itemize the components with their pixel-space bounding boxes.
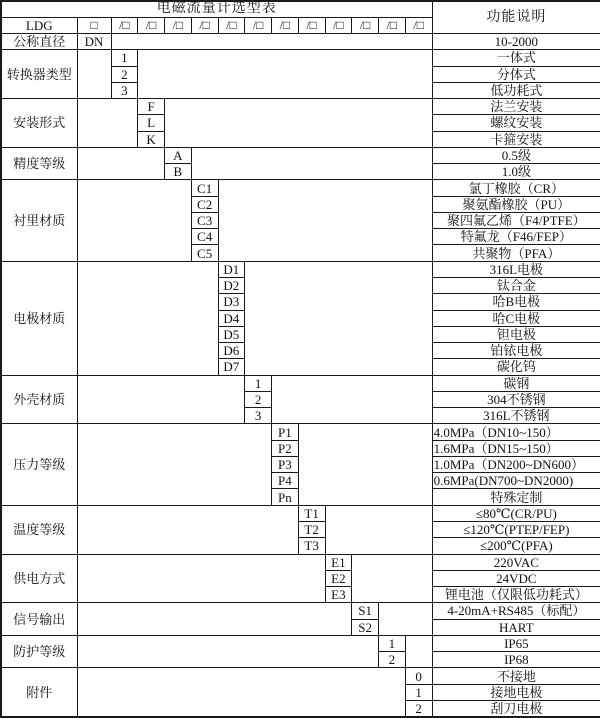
model-slot-checkbox-cell: /□ — [218, 17, 245, 33]
right-filler — [405, 635, 432, 668]
right-filler — [272, 375, 433, 424]
function-description-cell: 接地电极 — [432, 684, 600, 700]
category-label: 压力等级 — [1, 424, 77, 505]
model-slot-checkbox-cell: /□ — [165, 17, 192, 33]
function-description-cell: 共聚物（PFA） — [432, 245, 600, 261]
model-slot-checkbox-cell: /□ — [405, 17, 432, 33]
function-description-cell: 钽电极 — [432, 326, 600, 342]
function-description-cell: 4.0MPa（DN10~150） — [432, 424, 600, 440]
function-description-cell: 碳钢 — [432, 375, 600, 391]
option-code-cell: 1 — [405, 684, 432, 700]
option-code-cell: A — [165, 147, 192, 163]
function-column-header: 功能说明 — [432, 1, 600, 34]
option-code-cell: D5 — [218, 326, 245, 342]
function-description-cell: 220VAC — [432, 554, 600, 570]
option-row — [1, 180, 600, 196]
option-code-cell: Pn — [272, 489, 299, 505]
function-description-cell: HART — [432, 619, 600, 635]
category-label: 精度等级 — [1, 147, 77, 180]
function-description-cell: 24VDC — [432, 570, 600, 586]
left-filler — [77, 375, 245, 424]
option-code-cell: C5 — [191, 245, 218, 261]
option-code-cell: C1 — [191, 180, 218, 196]
category-label: 供电方式 — [1, 554, 77, 603]
left-filler — [77, 635, 379, 668]
option-row — [1, 34, 600, 50]
function-description-cell: ≤120℃(PTEP/FEP) — [432, 522, 600, 538]
function-description-cell: 卡箍安装 — [432, 131, 600, 147]
category-label: 安装形式 — [1, 99, 77, 148]
option-row — [1, 554, 600, 570]
model-prefix-label: LDG — [1, 17, 77, 33]
option-code-cell: DN — [77, 34, 111, 50]
left-filler — [77, 424, 272, 505]
model-slot-checkbox-cell: /□ — [138, 17, 165, 33]
left-filler — [77, 554, 325, 603]
model-checkbox-cell: □ — [77, 17, 111, 33]
function-description-cell: 铂铱电极 — [432, 343, 600, 359]
left-filler — [77, 603, 352, 636]
function-description-cell: 哈C电极 — [432, 310, 600, 326]
category-label: 温度等级 — [1, 505, 77, 554]
function-description-cell: 聚四氟乙烯（F4/PTFE） — [432, 212, 600, 228]
model-slot-checkbox-cell: /□ — [352, 17, 379, 33]
option-row — [1, 635, 600, 651]
option-code-cell: P3 — [272, 456, 299, 472]
right-filler — [325, 505, 432, 554]
function-description-cell: 304不锈钢 — [432, 391, 600, 407]
category-label: 信号输出 — [1, 603, 77, 636]
option-code-cell: P2 — [272, 440, 299, 456]
option-code-cell: D1 — [218, 261, 245, 277]
function-description-cell: 低功耗式 — [432, 82, 600, 98]
function-description-cell: 碳化钨 — [432, 359, 600, 375]
option-row — [1, 99, 600, 115]
model-slot-checkbox-cell: /□ — [325, 17, 352, 33]
function-description-cell: IP65 — [432, 635, 600, 651]
function-description-cell: ≤80℃(CR/PU) — [432, 505, 600, 521]
option-code-cell: D2 — [218, 278, 245, 294]
option-code-cell: 1 — [379, 635, 406, 651]
function-description-cell: 聚氨酯橡胶（PU） — [432, 196, 600, 212]
function-description-cell: 316L电极 — [432, 261, 600, 277]
option-code-cell: T2 — [298, 522, 325, 538]
page-title: 电磁流量计选型表 — [1, 1, 432, 17]
option-row — [1, 50, 600, 66]
option-code-cell: D7 — [218, 359, 245, 375]
option-code-cell: L — [138, 115, 165, 131]
option-code-cell: D3 — [218, 294, 245, 310]
option-code-cell: 0 — [405, 668, 432, 684]
option-code-cell: E3 — [325, 587, 352, 603]
function-description-cell: 分体式 — [432, 66, 600, 82]
option-code-cell: E2 — [325, 570, 352, 586]
option-code-cell: T1 — [298, 505, 325, 521]
option-code-cell: S1 — [352, 603, 379, 619]
title-row — [1, 1, 600, 17]
function-description-cell: 法兰安装 — [432, 99, 600, 115]
option-code-cell: F — [138, 99, 165, 115]
option-code-cell: 3 — [111, 82, 138, 98]
function-description-cell: 4-20mA+RS485（标配） — [432, 603, 600, 619]
right-filler — [218, 180, 432, 261]
option-row — [1, 668, 600, 684]
left-filler — [77, 147, 165, 180]
option-code-cell: D4 — [218, 310, 245, 326]
option-row — [1, 261, 600, 277]
option-code-cell: C3 — [191, 212, 218, 228]
option-code-cell: 2 — [379, 652, 406, 668]
category-label: 电极材质 — [1, 261, 77, 375]
right-filler — [245, 261, 432, 375]
category-label: 附件 — [1, 668, 77, 717]
category-label: 转换器类型 — [1, 50, 77, 99]
option-row — [1, 603, 600, 619]
option-code-cell: P4 — [272, 473, 299, 489]
function-description-cell: 10-2000 — [432, 34, 600, 50]
function-description-cell: ≤200℃(PFA) — [432, 538, 600, 554]
option-code-cell: E1 — [325, 554, 352, 570]
right-filler — [298, 424, 432, 505]
right-filler — [379, 603, 433, 636]
left-filler — [77, 261, 218, 375]
option-code-cell: S2 — [352, 619, 379, 635]
right-filler — [138, 50, 432, 99]
model-slot-checkbox-cell: /□ — [298, 17, 325, 33]
function-description-cell: 一体式 — [432, 50, 600, 66]
model-slot-checkbox-cell: /□ — [191, 17, 218, 33]
option-code-cell: 1 — [111, 50, 138, 66]
function-description-cell: 不接地 — [432, 668, 600, 684]
category-label: 外壳材质 — [1, 375, 77, 424]
option-row — [1, 505, 600, 521]
right-filler — [165, 99, 433, 148]
function-description-cell: 特殊定制 — [432, 489, 600, 505]
function-description-cell: 螺纹安装 — [432, 115, 600, 131]
option-code-cell: D6 — [218, 343, 245, 359]
option-row — [1, 375, 600, 391]
left-filler — [77, 668, 405, 717]
model-slot-checkbox-cell: /□ — [245, 17, 272, 33]
function-description-cell: 刮刀电极 — [432, 700, 600, 716]
function-description-cell: 钛合金 — [432, 278, 600, 294]
option-code-cell: C4 — [191, 229, 218, 245]
function-description-cell: 1.0MPa（DN200~DN600） — [432, 456, 600, 472]
function-description-cell: 锂电池（仅限低功耗式） — [432, 587, 600, 603]
model-slot-checkbox-cell: /□ — [379, 17, 406, 33]
option-code-cell: 2 — [405, 700, 432, 716]
option-row — [1, 147, 600, 163]
option-code-cell: P1 — [272, 424, 299, 440]
left-filler — [77, 180, 191, 261]
category-label: 公称直径 — [1, 34, 77, 50]
category-label: 衬里材质 — [1, 180, 77, 261]
category-label: 防护等级 — [1, 635, 77, 668]
option-code-cell: 3 — [245, 408, 272, 424]
function-description-cell: 0.5级 — [432, 147, 600, 163]
function-description-cell: 1.6MPa（DN15~150） — [432, 440, 600, 456]
function-description-cell: 氯丁橡胶（CR） — [432, 180, 600, 196]
option-code-cell: 2 — [111, 66, 138, 82]
function-description-cell: IP68 — [432, 652, 600, 668]
left-filler — [77, 50, 111, 99]
option-code-cell: B — [165, 164, 192, 180]
option-code-cell: 2 — [245, 391, 272, 407]
left-filler — [77, 99, 138, 148]
right-filler — [191, 147, 432, 180]
right-filler — [111, 34, 432, 50]
function-description-cell: 特氟龙（F46/FEP） — [432, 229, 600, 245]
option-code-cell: T3 — [298, 538, 325, 554]
function-description-cell: 316L不锈钢 — [432, 408, 600, 424]
model-slot-checkbox-cell: /□ — [111, 17, 138, 33]
left-filler — [77, 505, 298, 554]
option-code-cell: C2 — [191, 196, 218, 212]
right-filler — [352, 554, 432, 603]
option-code-cell: K — [138, 131, 165, 147]
model-slot-checkbox-cell: /□ — [272, 17, 299, 33]
function-description-cell: 0.6MPa(DN700~DN2000) — [432, 473, 600, 489]
function-description-cell: 哈B电极 — [432, 294, 600, 310]
option-row — [1, 424, 600, 440]
option-code-cell: 1 — [245, 375, 272, 391]
function-description-cell: 1.0级 — [432, 164, 600, 180]
